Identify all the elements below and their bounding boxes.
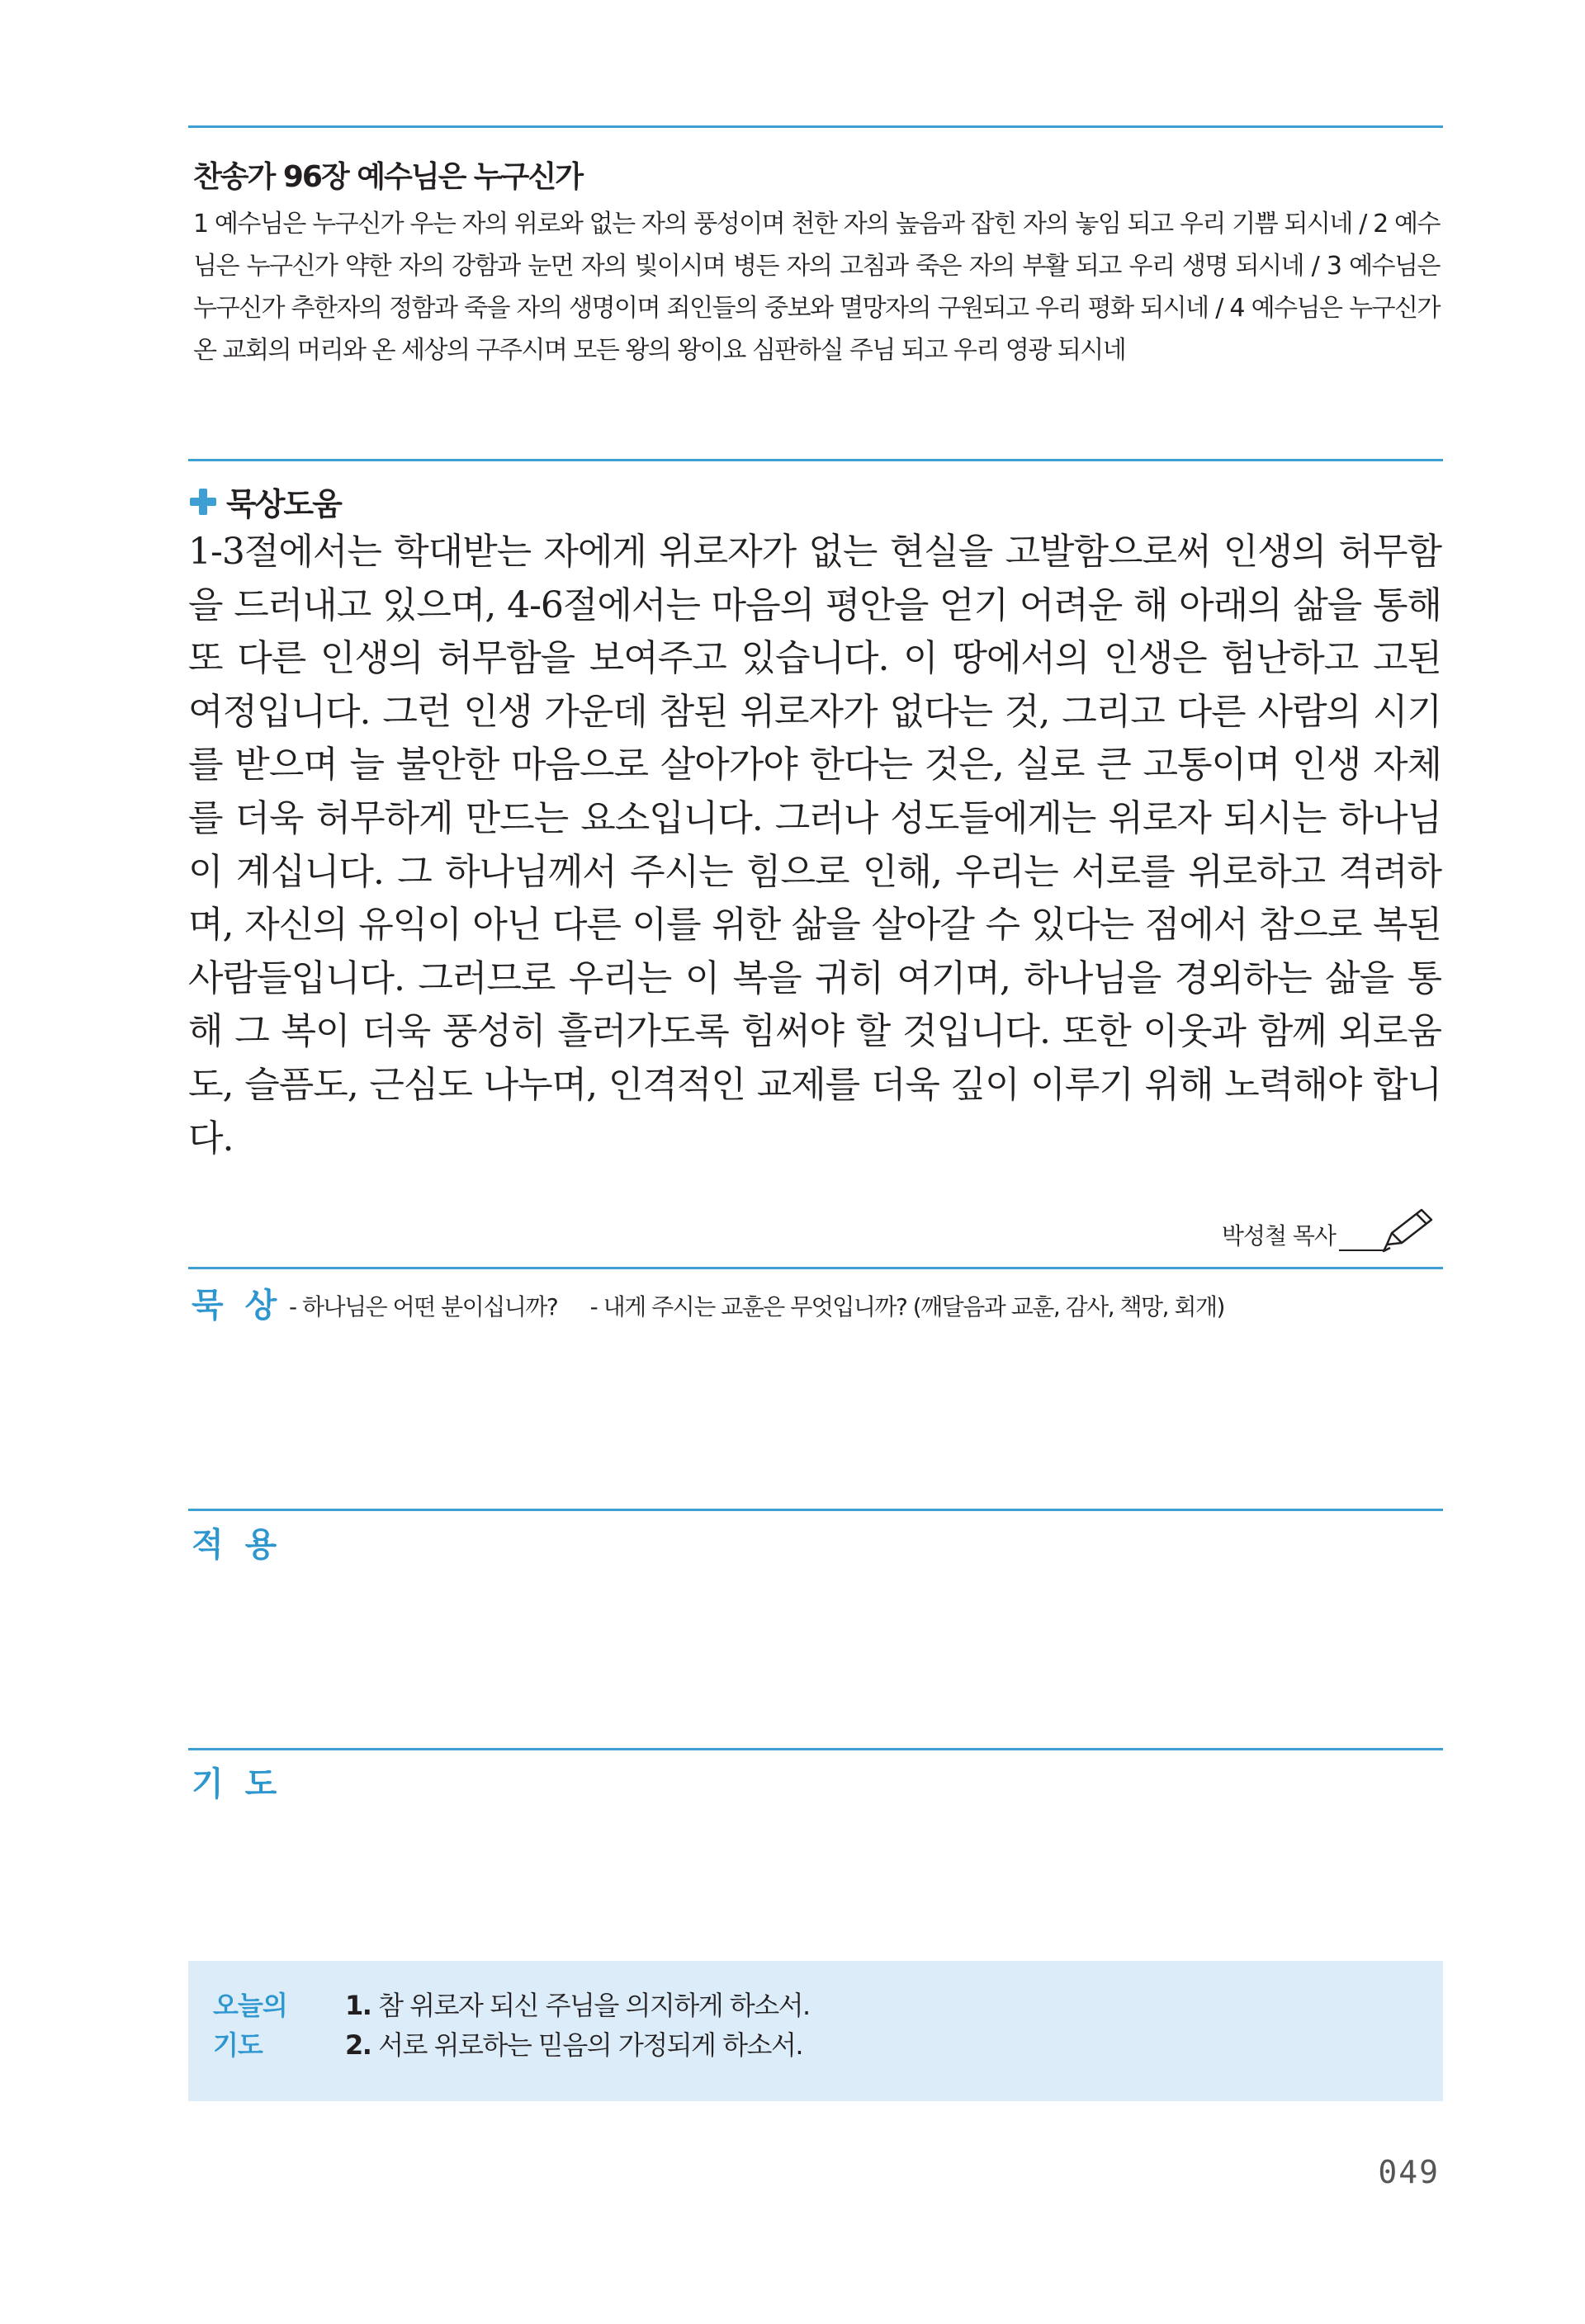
today-prayer-list xyxy=(345,1986,810,2065)
author-name: 박성철 목사 xyxy=(1221,1222,1336,1249)
meditation-question-2: - 내게 주시는 교훈은 무엇입니까? (깨달음과 교훈, 감사, 책망, 회개) xyxy=(589,1293,1224,1320)
item-text: 참 위로자 되신 주님을 의지하게 하소서. xyxy=(371,1990,810,2021)
meditation-divider xyxy=(188,1267,1443,1269)
today-prayer-label-line2: 기도 xyxy=(213,2029,263,2061)
plus-icon xyxy=(190,489,216,515)
today-prayer-item xyxy=(345,2025,810,2065)
meditation-help-title: 묵상도움 xyxy=(226,486,341,522)
hymn-title: 찬송가 96장 예수님은 누구신가 xyxy=(193,160,583,194)
meditation-question-1: - 하나님은 어떤 분이십니까? xyxy=(289,1293,558,1320)
meditation-questions xyxy=(289,1289,1251,1322)
author-signature xyxy=(1222,1207,1438,1251)
prayer-label: 기 도 xyxy=(192,1765,282,1803)
meditation-label: 묵 상 xyxy=(192,1287,282,1325)
prayer-divider xyxy=(188,1748,1443,1750)
today-prayer-label xyxy=(213,1986,287,2065)
hymn-lyrics: 1 예수님은 누구신가 우는 자의 위로와 없는 자의 풍성이며 천한 자의 높음과 잡힌 자의 놓임 되고 우리 기쁨 되시네 / 2 예수님은 누구신가 약한 자의 강함과 눈먼 자의 빛이시며 병든 자의 고침과 죽은 자의 부활 되고 우리 생명 되시네 / 3 예수님은 누구신가 추한자의 정함과 죽을 자의 생명이며 죄인들의 중보와 멸망자의 구원되고 우리 평화 되시네 / 4 예수님은 누구신가 온 교회의 머리와 온 세상의 구주시며 모든 왕의 왕이요 심판하실 주님 되고 우리 영광 되시네 xyxy=(193,210,1440,365)
today-prayer-item xyxy=(345,1986,810,2025)
item-number: 2. xyxy=(345,2029,371,2061)
signature-line xyxy=(1339,1226,1385,1251)
item-text: 서로 위로하는 믿음의 가정되게 하소서. xyxy=(371,2029,803,2061)
hymn-divider xyxy=(188,459,1443,461)
top-divider xyxy=(188,125,1443,128)
item-number: 1. xyxy=(345,1990,371,2021)
meditation-help-heading xyxy=(190,479,341,524)
application-label: 적 용 xyxy=(192,1526,282,1564)
meditation-help-body: 1-3절에서는 학대받는 자에게 위로자가 없는 현실을 고발함으로써 인생의 허무함을 드러내고 있으며, 4-6절에서는 마음의 평안을 얻기 어려운 해 아래의 삶을 통해 또 다른 인생의 허무함을 보여주고 있습니다. 이 땅에서의 인생은 험난하고 고된 여정입니다. 그런 인생 가운데 참된 위로자가 없다는 것, 그리고 다른 사람의 시기를 받으며 늘 불안한 마음으로 살아가야 한다는 것은, 실로 큰 고통이며 인생 자체를 더욱 허무하게 만드는 요소입니다. 그러나 성도들에게는 위로자 되시는 하나님이 계십니다. 그 하나님께서 주시는 힘으로 인해, 우리는 서로를 위로하고 격려하며, 자신의 유익이 아닌 다른 이를 위한 삶을 살아갈 수 있다는 점에서 참으로 복된 사람들입니다. 그러므로 우리는 이 복을 귀히 여기며, 하나님을 경외하는 삶을 통해 그 복이 더욱 풍성히 흘러가도록 힘써야 할 것입니다. 또한 이웃과 함께 외로움도, 슬픔도, 근심도 나누며, 인격적인 교제를 더욱 깊이 이루기 위해 노력해야 합니다. xyxy=(188,531,1441,1160)
page-number: 049 xyxy=(1378,2154,1440,2190)
today-prayer-label-line1: 오늘의 xyxy=(213,1990,287,2021)
pencil-icon xyxy=(1380,1207,1438,1253)
application-divider xyxy=(188,1509,1443,1511)
today-prayer-box xyxy=(188,1961,1443,2101)
